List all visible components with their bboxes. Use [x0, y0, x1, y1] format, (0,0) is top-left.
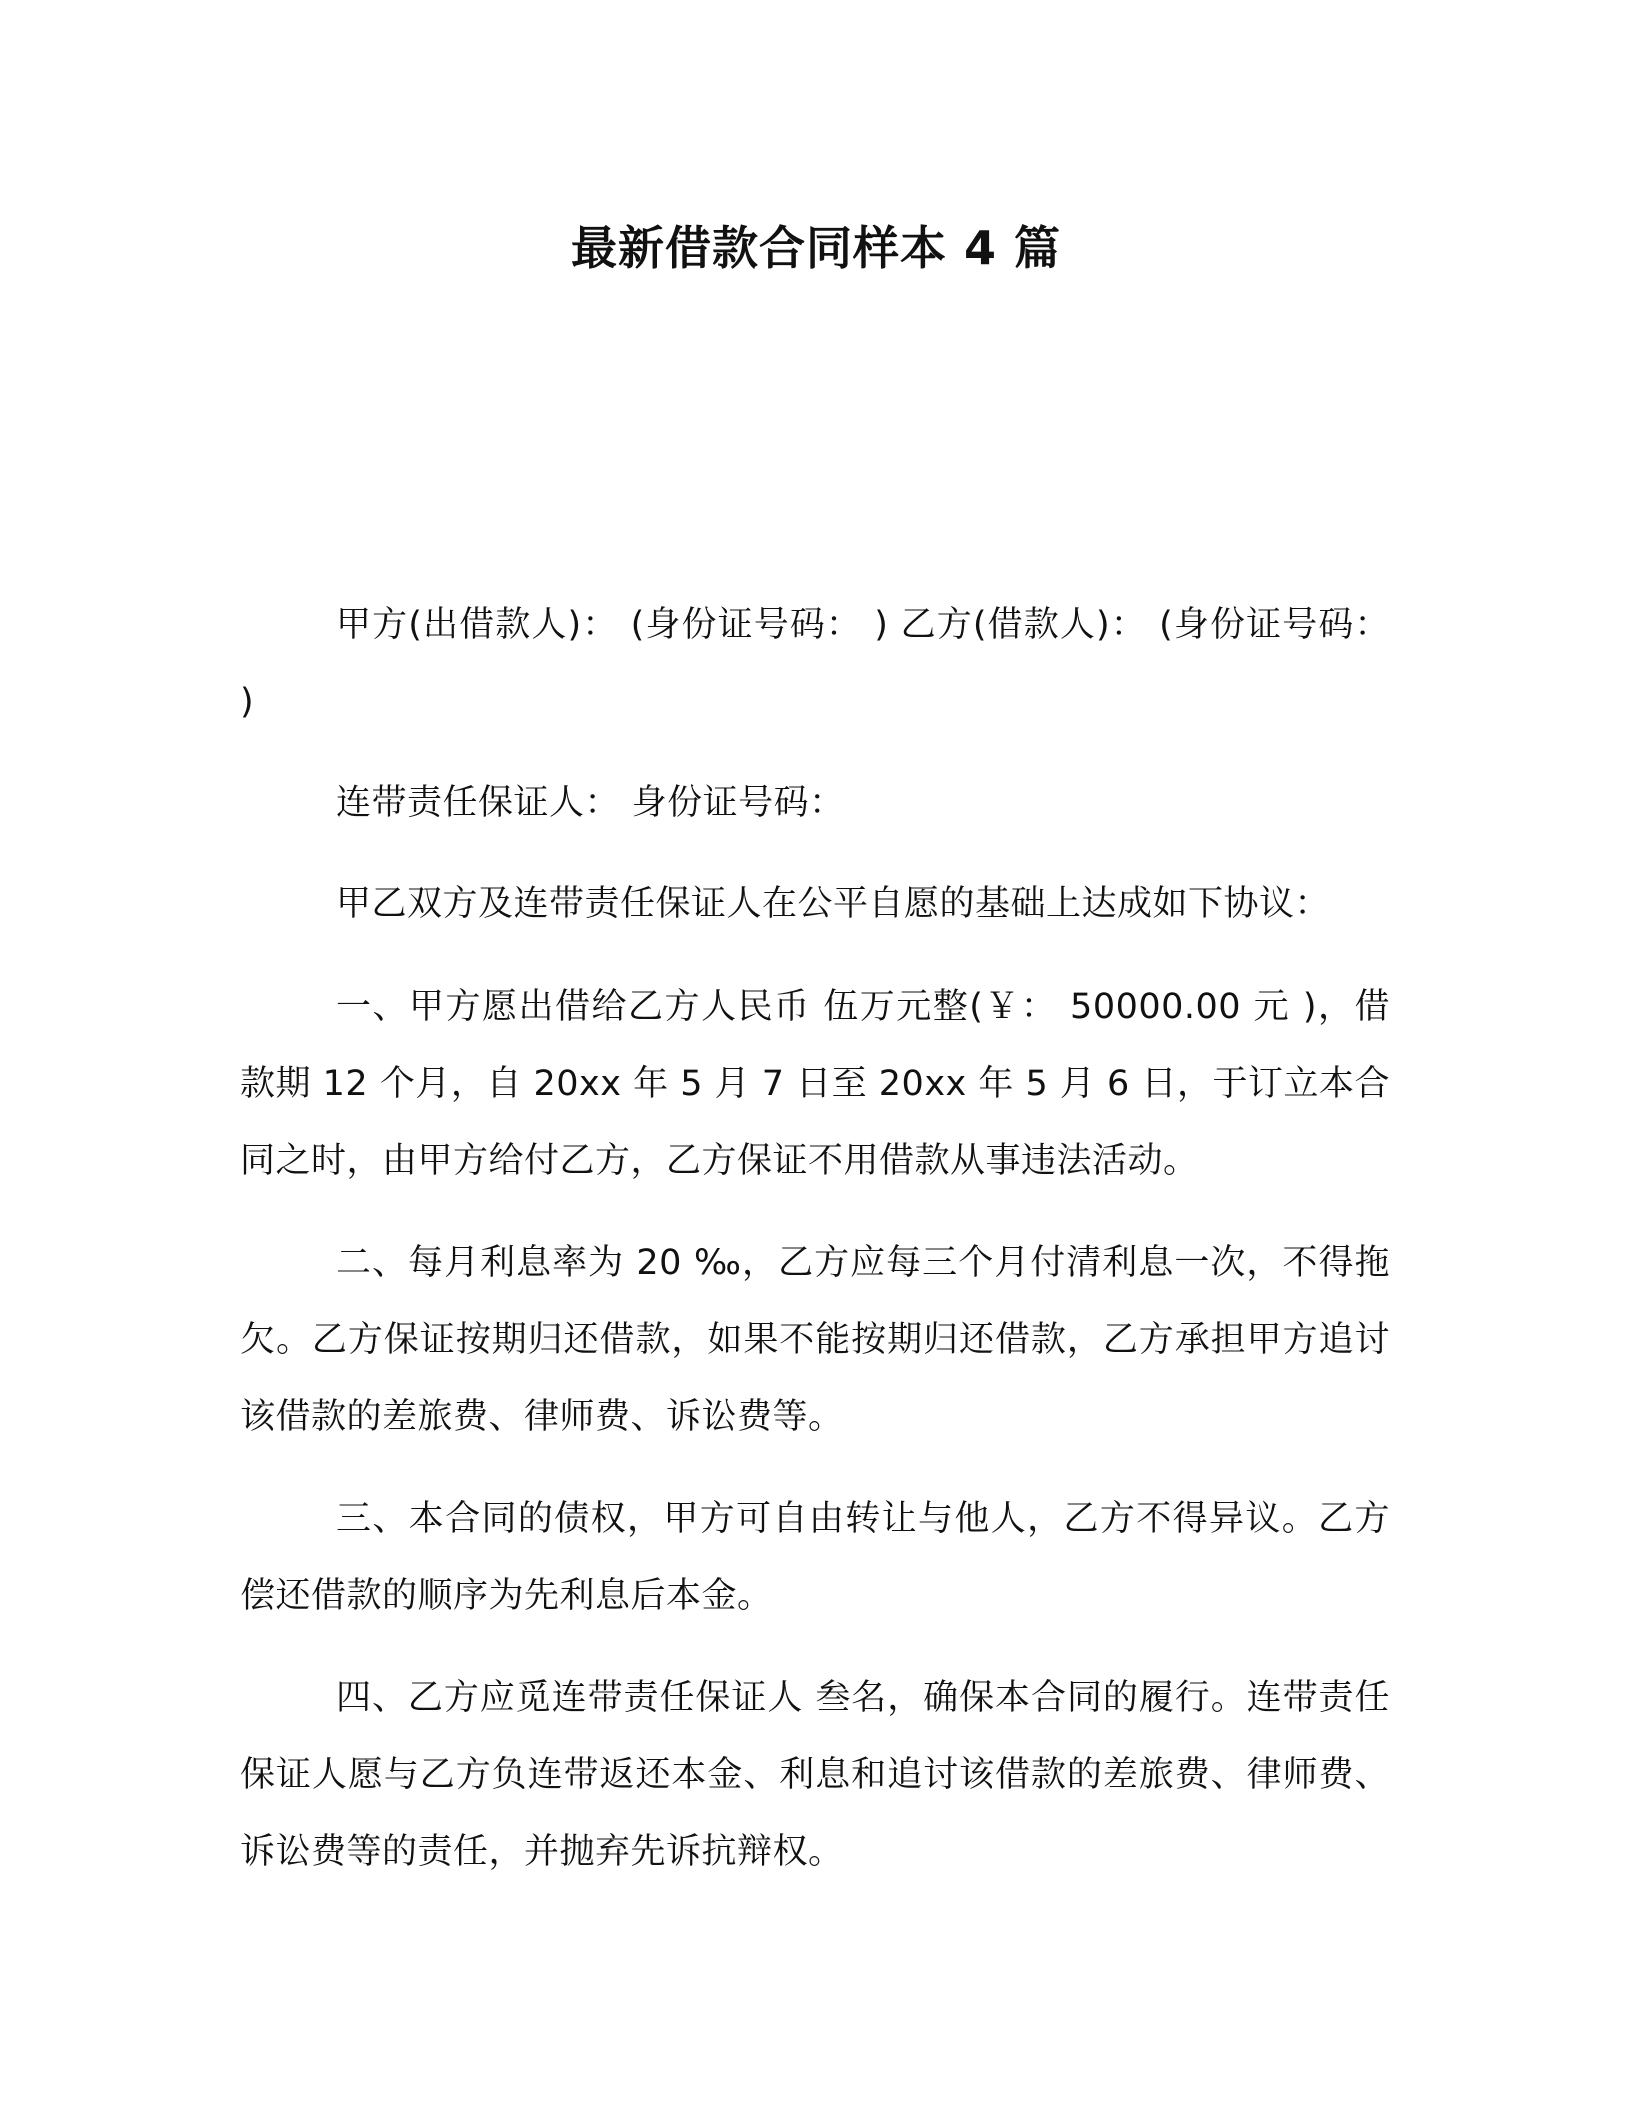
agreement-intro-paragraph: 甲乙双方及连带责任保证人在公平自愿的基础上达成如下协议：: [336, 884, 1331, 924]
party-info-paragraph: 甲方(出借款人)： (身份证号码： ) 乙方(借款人)： (身份证号码： ): [240, 605, 1390, 722]
clause-1-paragraph: 一、甲方愿出借给乙方人民币 伍万元整(￥： 50000.00 元 )，借款期 12 个月，自 20xx 年 5 月 7 日至 20xx 年 5 月 6 日，于订立本合同之时，由甲方给付乙方，乙方保证不用借款从事违法活动。: [240, 987, 1390, 1181]
document-title: 最新借款合同样本 4 篇: [570, 221, 1062, 275]
clause-3-paragraph: 三、本合同的债权，甲方可自由转让与他人，乙方不得异议。乙方偿还借款的顺序为先利息后本金。: [240, 1499, 1390, 1616]
guarantor-info-paragraph: 连带责任保证人： 身份证号码：: [336, 783, 845, 823]
clause-2-paragraph: 二、每月利息率为 20 ‰，乙方应每三个月付清利息一次，不得拖欠。乙方保证按期归还借款，如果不能按期归还借款，乙方承担甲方追讨该借款的差旅费、律师费、诉讼费等。: [240, 1243, 1390, 1437]
clause-4-paragraph: 四、乙方应觅连带责任保证人 叁名，确保本合同的履行。连带责任保证人愿与乙方负连带返还本金、利息和追讨该借款的差旅费、律师费、诉讼费等的责任，并抛弃先诉抗辩权。: [240, 1678, 1390, 1872]
